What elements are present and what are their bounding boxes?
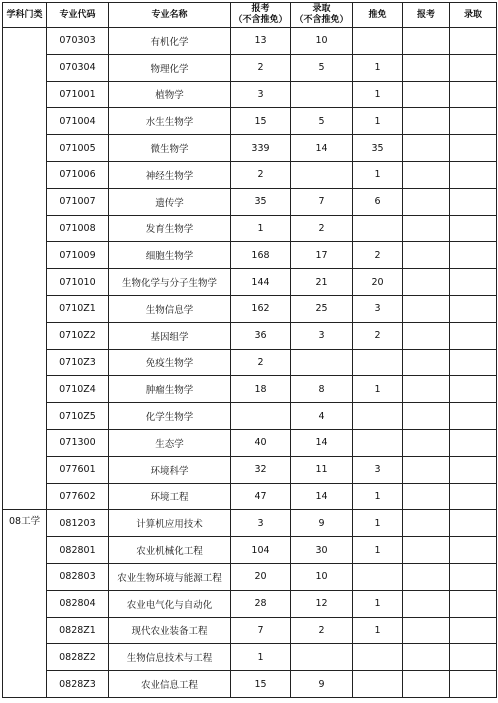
admitted2-cell <box>450 269 497 296</box>
name-cell: 生物化学与分子生物学 <box>109 269 231 296</box>
applicants2-cell <box>403 617 450 644</box>
code-cell: 071010 <box>47 269 109 296</box>
table-row <box>3 135 497 162</box>
admitted-cell <box>291 349 353 376</box>
admitted-cell: 9 <box>291 510 353 537</box>
applicants2-cell <box>403 349 450 376</box>
table-body <box>3 28 497 698</box>
recommended-cell <box>353 644 403 671</box>
recommended-cell: 1 <box>353 590 403 617</box>
code-cell: 071005 <box>47 135 109 162</box>
admitted2-cell <box>450 161 497 188</box>
applicants2-cell <box>403 135 450 162</box>
applicants2-cell <box>403 483 450 510</box>
recommended-cell: 1 <box>353 376 403 403</box>
header-recommended: 推免 <box>353 3 403 28</box>
recommended-cell: 20 <box>353 269 403 296</box>
code-cell: 077601 <box>47 456 109 483</box>
applicants-cell: 339 <box>231 135 291 162</box>
applicants2-cell <box>403 403 450 430</box>
table-row <box>3 429 497 456</box>
code-cell: 0710Z1 <box>47 295 109 322</box>
admitted2-cell <box>450 81 497 108</box>
code-cell: 0710Z3 <box>47 349 109 376</box>
applicants2-cell <box>403 188 450 215</box>
admitted-cell <box>291 161 353 188</box>
recommended-cell <box>353 563 403 590</box>
table-row <box>3 671 497 698</box>
recommended-cell: 6 <box>353 188 403 215</box>
name-cell: 植物学 <box>109 81 231 108</box>
applicants-cell: 144 <box>231 269 291 296</box>
applicants-cell: 168 <box>231 242 291 269</box>
admitted-cell: 5 <box>291 108 353 135</box>
applicants-cell: 40 <box>231 429 291 456</box>
recommended-cell: 1 <box>353 510 403 537</box>
applicants-cell: 32 <box>231 456 291 483</box>
applicants-cell: 3 <box>231 510 291 537</box>
code-cell: 070304 <box>47 54 109 81</box>
name-cell: 有机化学 <box>109 28 231 55</box>
recommended-cell: 3 <box>353 295 403 322</box>
applicants2-cell <box>403 269 450 296</box>
applicants-cell: 15 <box>231 671 291 698</box>
table-row <box>3 617 497 644</box>
admitted2-cell <box>450 403 497 430</box>
applicants-cell: 7 <box>231 617 291 644</box>
applicants2-cell <box>403 81 450 108</box>
code-cell: 082804 <box>47 590 109 617</box>
admitted2-cell <box>450 456 497 483</box>
recommended-cell: 1 <box>353 54 403 81</box>
admitted-cell: 7 <box>291 188 353 215</box>
admitted-cell: 14 <box>291 135 353 162</box>
admitted2-cell <box>450 54 497 81</box>
header-category: 学科门类 <box>3 3 47 28</box>
name-cell: 细胞生物学 <box>109 242 231 269</box>
name-cell: 神经生物学 <box>109 161 231 188</box>
code-cell: 0710Z5 <box>47 403 109 430</box>
admitted2-cell <box>450 349 497 376</box>
name-cell: 现代农业装备工程 <box>109 617 231 644</box>
code-cell: 0828Z2 <box>47 644 109 671</box>
category-cell <box>3 28 47 510</box>
applicants-cell: 1 <box>231 644 291 671</box>
applicants-cell: 2 <box>231 161 291 188</box>
recommended-cell: 2 <box>353 242 403 269</box>
table-row <box>3 590 497 617</box>
admitted-cell: 21 <box>291 269 353 296</box>
name-cell: 生态学 <box>109 429 231 456</box>
admissions-table <box>2 2 497 698</box>
recommended-cell: 1 <box>353 483 403 510</box>
recommended-cell <box>353 671 403 698</box>
applicants2-cell <box>403 322 450 349</box>
applicants-cell: 1 <box>231 215 291 242</box>
admitted-cell: 14 <box>291 429 353 456</box>
admitted-cell: 2 <box>291 215 353 242</box>
applicants2-cell <box>403 644 450 671</box>
recommended-cell: 1 <box>353 617 403 644</box>
admitted2-cell <box>450 510 497 537</box>
table-row <box>3 376 497 403</box>
admitted-cell: 3 <box>291 322 353 349</box>
name-cell: 物理化学 <box>109 54 231 81</box>
code-cell: 071007 <box>47 188 109 215</box>
admitted-cell: 11 <box>291 456 353 483</box>
table-row <box>3 188 497 215</box>
code-cell: 0710Z4 <box>47 376 109 403</box>
category-cell: 08工学 <box>3 510 47 698</box>
code-cell: 0710Z2 <box>47 322 109 349</box>
name-cell: 环境科学 <box>109 456 231 483</box>
recommended-cell: 35 <box>353 135 403 162</box>
applicants-cell: 35 <box>231 188 291 215</box>
applicants-cell: 20 <box>231 563 291 590</box>
admitted-cell: 10 <box>291 563 353 590</box>
code-cell: 071006 <box>47 161 109 188</box>
table-row <box>3 563 497 590</box>
admitted2-cell <box>450 617 497 644</box>
applicants2-cell <box>403 671 450 698</box>
table-row <box>3 108 497 135</box>
code-cell: 077602 <box>47 483 109 510</box>
name-cell: 免疫生物学 <box>109 349 231 376</box>
name-cell: 生物信息技术与工程 <box>109 644 231 671</box>
applicants-cell: 15 <box>231 108 291 135</box>
admitted-cell: 14 <box>291 483 353 510</box>
recommended-cell: 1 <box>353 108 403 135</box>
recommended-cell <box>353 349 403 376</box>
admitted-cell: 10 <box>291 28 353 55</box>
table-row <box>3 215 497 242</box>
table-row <box>3 322 497 349</box>
code-cell: 071001 <box>47 81 109 108</box>
table-row <box>3 537 497 564</box>
admitted2-cell <box>450 188 497 215</box>
applicants-cell: 162 <box>231 295 291 322</box>
code-cell: 082803 <box>47 563 109 590</box>
header-code: 专业代码 <box>47 3 109 28</box>
header-applicants-line1: 报考 <box>251 4 270 14</box>
admitted-cell: 12 <box>291 590 353 617</box>
table-row <box>3 161 497 188</box>
applicants2-cell <box>403 510 450 537</box>
admitted2-cell <box>450 429 497 456</box>
admitted2-cell <box>450 322 497 349</box>
applicants2-cell <box>403 376 450 403</box>
table-row <box>3 81 497 108</box>
applicants2-cell <box>403 456 450 483</box>
name-cell: 发育生物学 <box>109 215 231 242</box>
code-cell: 071004 <box>47 108 109 135</box>
recommended-cell <box>353 28 403 55</box>
applicants-cell: 2 <box>231 54 291 81</box>
table-row <box>3 456 497 483</box>
table-row <box>3 483 497 510</box>
admitted2-cell <box>450 483 497 510</box>
admitted-cell: 4 <box>291 403 353 430</box>
admitted-cell: 17 <box>291 242 353 269</box>
applicants2-cell <box>403 537 450 564</box>
admitted2-cell <box>450 28 497 55</box>
applicants-cell: 28 <box>231 590 291 617</box>
code-cell: 081203 <box>47 510 109 537</box>
name-cell: 肿瘤生物学 <box>109 376 231 403</box>
applicants2-cell <box>403 54 450 81</box>
name-cell: 水生生物学 <box>109 108 231 135</box>
name-cell: 生物信息学 <box>109 295 231 322</box>
applicants-cell: 36 <box>231 322 291 349</box>
applicants-cell <box>231 403 291 430</box>
applicants2-cell <box>403 429 450 456</box>
table-row <box>3 269 497 296</box>
recommended-cell: 1 <box>353 537 403 564</box>
name-cell: 农业电气化与自动化 <box>109 590 231 617</box>
applicants-cell: 13 <box>231 28 291 55</box>
name-cell: 基因组学 <box>109 322 231 349</box>
name-cell: 农业生物环境与能源工程 <box>109 563 231 590</box>
name-cell: 化学生物学 <box>109 403 231 430</box>
recommended-cell: 1 <box>353 81 403 108</box>
admitted2-cell <box>450 215 497 242</box>
code-cell: 071300 <box>47 429 109 456</box>
table-row <box>3 54 497 81</box>
admitted-cell <box>291 81 353 108</box>
admitted2-cell <box>450 563 497 590</box>
recommended-cell: 3 <box>353 456 403 483</box>
name-cell: 农业信息工程 <box>109 671 231 698</box>
applicants-cell: 2 <box>231 349 291 376</box>
admitted-cell: 30 <box>291 537 353 564</box>
code-cell: 070303 <box>47 28 109 55</box>
admitted2-cell <box>450 537 497 564</box>
applicants-cell: 18 <box>231 376 291 403</box>
applicants2-cell <box>403 242 450 269</box>
header-admitted <box>291 3 353 28</box>
admitted2-cell <box>450 590 497 617</box>
header-name: 专业名称 <box>109 3 231 28</box>
code-cell: 071008 <box>47 215 109 242</box>
applicants2-cell <box>403 295 450 322</box>
name-cell: 环境工程 <box>109 483 231 510</box>
recommended-cell <box>353 429 403 456</box>
table-row <box>3 510 497 537</box>
admitted2-cell <box>450 376 497 403</box>
code-cell: 082801 <box>47 537 109 564</box>
admitted-cell: 8 <box>291 376 353 403</box>
applicants-cell: 104 <box>231 537 291 564</box>
header-row <box>3 3 497 28</box>
applicants2-cell <box>403 563 450 590</box>
recommended-cell: 2 <box>353 322 403 349</box>
admitted2-cell <box>450 135 497 162</box>
name-cell: 遗传学 <box>109 188 231 215</box>
applicants2-cell <box>403 108 450 135</box>
table-row <box>3 295 497 322</box>
name-cell: 计算机应用技术 <box>109 510 231 537</box>
admitted2-cell <box>450 295 497 322</box>
header-applicants <box>231 3 291 28</box>
table-row <box>3 28 497 55</box>
admitted-cell: 5 <box>291 54 353 81</box>
admitted-cell: 25 <box>291 295 353 322</box>
applicants-cell: 47 <box>231 483 291 510</box>
applicants2-cell <box>403 215 450 242</box>
admitted-cell: 2 <box>291 617 353 644</box>
admitted2-cell <box>450 644 497 671</box>
applicants2-cell <box>403 590 450 617</box>
table-row <box>3 403 497 430</box>
applicants2-cell <box>403 161 450 188</box>
header-applicants-2: 报考 <box>403 3 450 28</box>
table-row <box>3 644 497 671</box>
name-cell: 农业机械化工程 <box>109 537 231 564</box>
recommended-cell <box>353 215 403 242</box>
table-row <box>3 349 497 376</box>
header-applicants-line2: （不含推免） <box>233 15 288 25</box>
admitted2-cell <box>450 108 497 135</box>
table-row <box>3 242 497 269</box>
recommended-cell: 1 <box>353 161 403 188</box>
admitted2-cell <box>450 671 497 698</box>
applicants-cell: 3 <box>231 81 291 108</box>
code-cell: 071009 <box>47 242 109 269</box>
header-admitted-line1: 录取 <box>312 4 331 14</box>
code-cell: 0828Z3 <box>47 671 109 698</box>
admitted-cell: 9 <box>291 671 353 698</box>
applicants2-cell <box>403 28 450 55</box>
admitted-cell <box>291 644 353 671</box>
code-cell: 0828Z1 <box>47 617 109 644</box>
header-admitted-2: 录取 <box>450 3 497 28</box>
name-cell: 微生物学 <box>109 135 231 162</box>
recommended-cell <box>353 403 403 430</box>
header-admitted-line2: （不含推免） <box>294 15 349 25</box>
admitted2-cell <box>450 242 497 269</box>
